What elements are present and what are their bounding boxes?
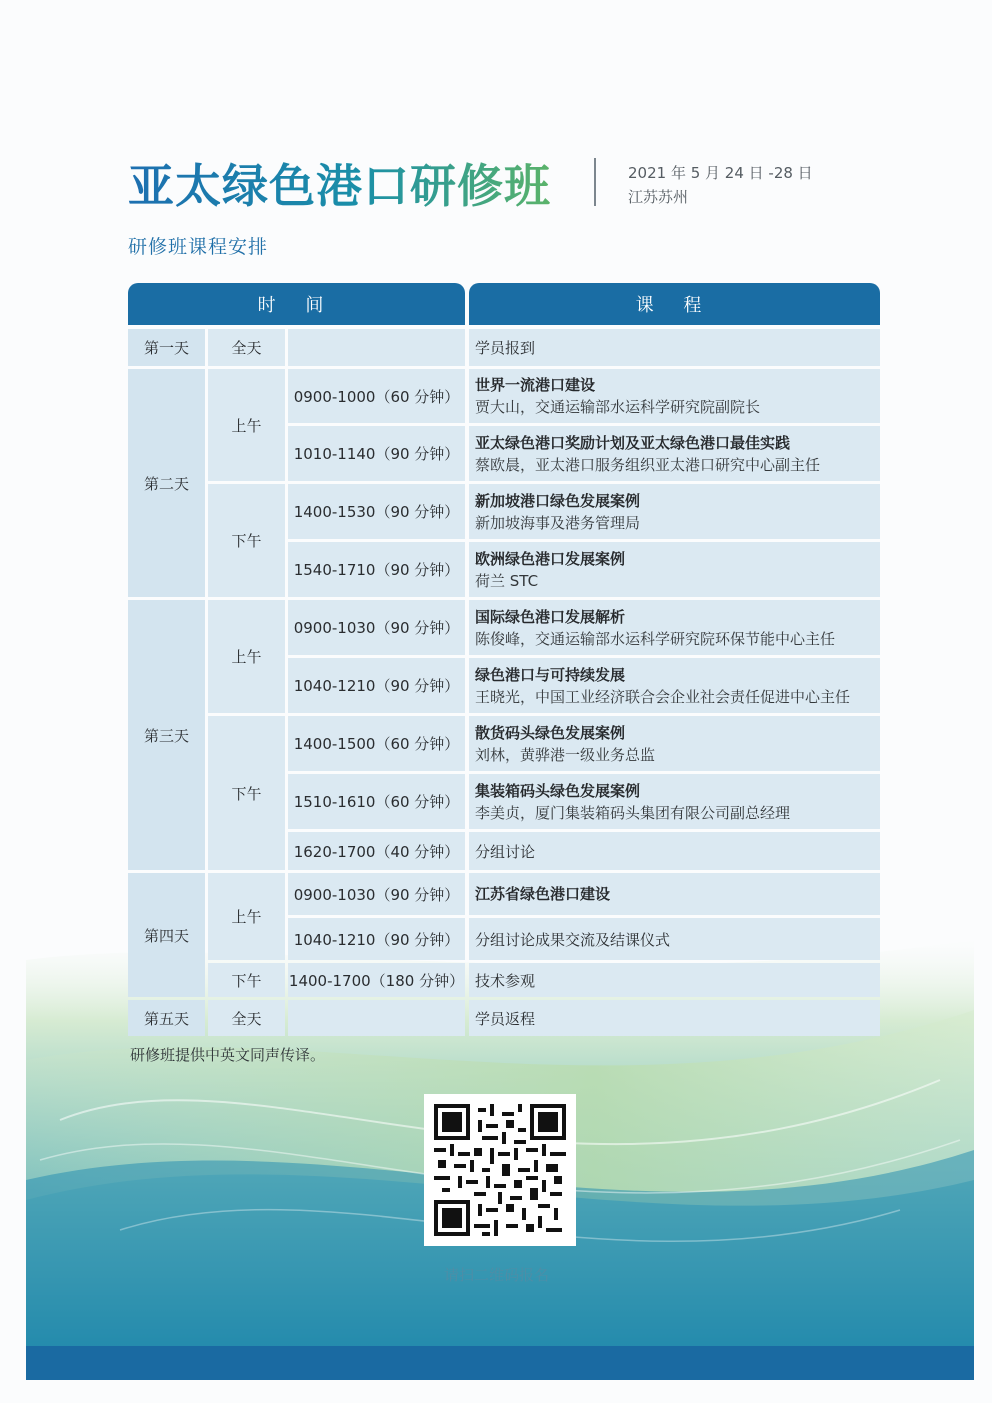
event-date: 2021 年 5 月 24 日 -28 日 bbox=[628, 164, 813, 182]
course-cell: 学员返程 bbox=[469, 1000, 880, 1036]
course-speaker: 蔡欧晨，亚太港口服务组织亚太港口研究中心副主任 bbox=[475, 455, 821, 474]
time-cell: 0900-1030（90 分钟） bbox=[288, 600, 465, 655]
time-cell: 1010-1140（90 分钟） bbox=[288, 426, 465, 481]
course-title: 欧洲绿色港口发展案例 bbox=[475, 549, 626, 568]
course-cell bbox=[469, 658, 880, 713]
period-cell: 下午 bbox=[208, 963, 285, 997]
course-cell bbox=[469, 600, 880, 655]
day-cell: 第三天 bbox=[128, 600, 205, 870]
course-cell bbox=[469, 542, 880, 597]
time-cell: 1400-1500（60 分钟） bbox=[288, 716, 465, 771]
day-cell: 第四天 bbox=[128, 873, 205, 997]
period-cell: 上午 bbox=[208, 873, 285, 960]
course-speaker: 李美贞，厦门集装箱码头集团有限公司副总经理 bbox=[475, 803, 791, 822]
course-title: 国际绿色港口发展解析 bbox=[475, 607, 626, 626]
course-speaker: 王晓光，中国工业经济联合会企业社会责任促进中心主任 bbox=[475, 687, 851, 706]
schedule-subtitle: 研修班课程安排 bbox=[128, 236, 269, 258]
course-title: 绿色港口与可持续发展 bbox=[475, 665, 626, 684]
course-speaker: 刘林，黄骅港一级业务总监 bbox=[475, 745, 656, 764]
course-cell bbox=[469, 369, 880, 423]
course-title: 散货码头绿色发展案例 bbox=[475, 723, 626, 742]
course-cell bbox=[469, 716, 880, 771]
period-cell: 全天 bbox=[208, 1000, 285, 1036]
bottom-band bbox=[26, 1346, 974, 1380]
time-cell: 1400-1530（90 分钟） bbox=[288, 484, 465, 539]
course-cell bbox=[469, 873, 880, 915]
course-cell: 分组讨论 bbox=[469, 832, 880, 870]
course-title: 江苏省绿色港口建设 bbox=[475, 885, 611, 903]
day-cell: 第五天 bbox=[128, 1000, 205, 1036]
column-header-course: 课 程 bbox=[469, 283, 880, 325]
title-divider bbox=[594, 158, 596, 206]
period-cell: 下午 bbox=[208, 716, 285, 870]
day-cell: 第一天 bbox=[128, 329, 205, 366]
course-title: 集装箱码头绿色发展案例 bbox=[475, 781, 641, 800]
period-cell: 上午 bbox=[208, 369, 285, 481]
period-cell: 下午 bbox=[208, 484, 285, 597]
course-speaker: 陈俊峰，交通运输部水运科学研究院环保节能中心主任 bbox=[475, 629, 836, 648]
time-cell: 1620-1700（40 分钟） bbox=[288, 832, 465, 870]
course-speaker: 新加坡海事及港务管理局 bbox=[475, 513, 641, 532]
registration-qr-code[interactable] bbox=[424, 1094, 576, 1246]
time-cell bbox=[288, 1000, 465, 1036]
time-cell: 1510-1610（60 分钟） bbox=[288, 774, 465, 829]
event-location: 江苏苏州 bbox=[628, 188, 689, 206]
period-cell: 全天 bbox=[208, 329, 285, 366]
time-cell: 0900-1000（60 分钟） bbox=[288, 369, 465, 423]
course-cell: 分组讨论成果交流及结课仪式 bbox=[469, 918, 880, 960]
period-cell: 上午 bbox=[208, 600, 285, 713]
course-title: 亚太绿色港口奖励计划及亚太绿色港口最佳实践 bbox=[475, 433, 791, 452]
time-cell: 1040-1210（90 分钟） bbox=[288, 918, 465, 960]
qr-code-icon bbox=[434, 1104, 566, 1236]
course-title: 世界一流港口建设 bbox=[475, 376, 596, 394]
page-title: 亚太绿色港口研修班 bbox=[128, 150, 551, 216]
time-cell: 1400-1700（180 分钟） bbox=[288, 963, 465, 997]
event-meta bbox=[628, 161, 813, 209]
time-cell: 1040-1210（90 分钟） bbox=[288, 658, 465, 713]
course-cell bbox=[469, 484, 880, 539]
course-cell: 技术参观 bbox=[469, 963, 880, 997]
course-speaker: 贾大山，交通运输部水运科学研究院副院长 bbox=[475, 398, 761, 416]
course-cell bbox=[469, 426, 880, 481]
time-cell: 0900-1030（90 分钟） bbox=[288, 873, 465, 915]
course-speaker: 荷兰 STC bbox=[475, 571, 539, 590]
time-cell: 1540-1710（90 分钟） bbox=[288, 542, 465, 597]
course-cell: 学员报到 bbox=[469, 329, 880, 366]
course-cell bbox=[469, 774, 880, 829]
time-cell bbox=[288, 329, 465, 366]
qr-caption: 请扫二维码报名 bbox=[444, 1266, 550, 1284]
column-header-time: 时 间 bbox=[128, 283, 465, 325]
interpretation-note: 研修班提供中英文同声传译。 bbox=[130, 1046, 326, 1064]
day-cell: 第二天 bbox=[128, 369, 205, 597]
course-title: 新加坡港口绿色发展案例 bbox=[475, 491, 641, 510]
